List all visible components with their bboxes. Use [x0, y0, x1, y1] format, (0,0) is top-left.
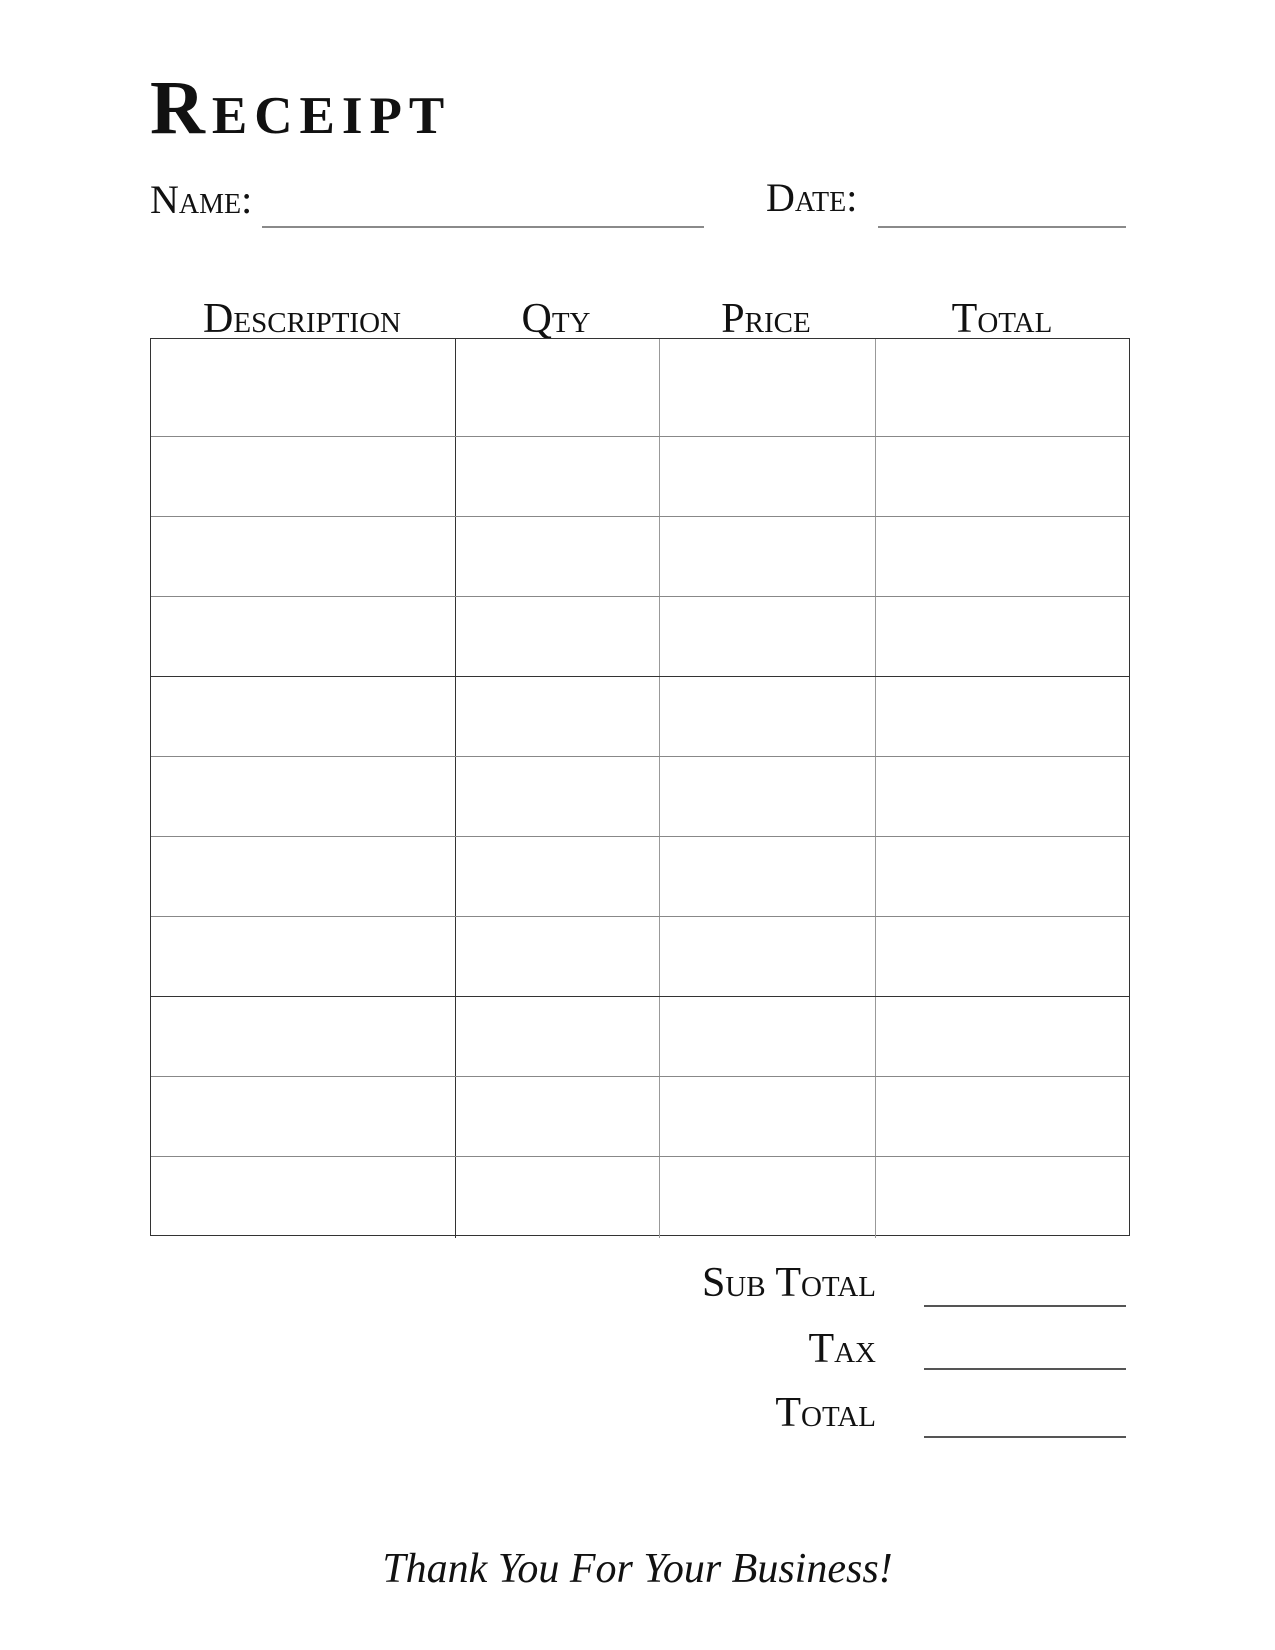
column-header-description: Description	[203, 296, 401, 342]
table-cell-price[interactable]	[659, 339, 876, 436]
table-cell-qty[interactable]	[455, 677, 660, 757]
table-cell-price[interactable]	[659, 1077, 876, 1157]
table-row	[151, 1076, 1129, 1157]
table-cell-qty[interactable]	[455, 597, 660, 677]
subtotal-field[interactable]	[924, 1305, 1126, 1307]
table-row	[151, 836, 1129, 917]
table-cell-qty[interactable]	[455, 517, 660, 597]
table-cell-qty[interactable]	[455, 1157, 660, 1238]
table-cell-total[interactable]	[875, 837, 1132, 917]
table-cell-price[interactable]	[659, 597, 876, 677]
name-label: Name:	[150, 177, 253, 222]
table-row	[151, 339, 1129, 436]
table-cell-total[interactable]	[875, 1157, 1132, 1238]
table-cell-total[interactable]	[875, 517, 1132, 597]
table-cell-total[interactable]	[875, 339, 1132, 436]
table-cell-total[interactable]	[875, 677, 1132, 757]
receipt-title: Receipt	[150, 66, 452, 150]
table-cell-total[interactable]	[875, 437, 1132, 517]
line-items-table	[150, 338, 1130, 1236]
name-field[interactable]	[262, 226, 704, 228]
table-cell-total[interactable]	[875, 757, 1132, 837]
table-cell-description[interactable]	[151, 917, 455, 997]
total-field[interactable]	[924, 1436, 1126, 1438]
table-cell-qty[interactable]	[455, 757, 660, 837]
table-cell-description[interactable]	[151, 597, 455, 677]
table-cell-description[interactable]	[151, 757, 455, 837]
table-cell-qty[interactable]	[455, 917, 660, 997]
table-row	[151, 436, 1129, 517]
table-cell-price[interactable]	[659, 517, 876, 597]
table-row	[151, 996, 1129, 1077]
table-cell-description[interactable]	[151, 677, 455, 757]
tax-label: Tax	[808, 1326, 876, 1372]
table-cell-price[interactable]	[659, 677, 876, 757]
table-cell-description[interactable]	[151, 517, 455, 597]
table-cell-price[interactable]	[659, 917, 876, 997]
table-cell-description[interactable]	[151, 1077, 455, 1157]
column-header-qty: Qty	[521, 296, 591, 342]
table-cell-price[interactable]	[659, 757, 876, 837]
total-label: Total	[775, 1390, 876, 1436]
thank-you-message: Thank You For Your Business!	[382, 1546, 893, 1592]
table-cell-total[interactable]	[875, 917, 1132, 997]
table-cell-total[interactable]	[875, 597, 1132, 677]
table-row	[151, 596, 1129, 677]
table-cell-qty[interactable]	[455, 997, 660, 1077]
table-cell-description[interactable]	[151, 339, 455, 436]
table-cell-description[interactable]	[151, 437, 455, 517]
table-cell-qty[interactable]	[455, 837, 660, 917]
table-row	[151, 756, 1129, 837]
table-row	[151, 516, 1129, 597]
column-header-total: Total	[951, 296, 1053, 342]
table-row	[151, 916, 1129, 997]
table-cell-price[interactable]	[659, 997, 876, 1077]
table-cell-description[interactable]	[151, 997, 455, 1077]
table-cell-price[interactable]	[659, 1157, 876, 1238]
subtotal-label: Sub Total	[701, 1260, 876, 1306]
table-row	[151, 1156, 1129, 1238]
column-header-price: Price	[721, 296, 811, 342]
table-cell-qty[interactable]	[455, 437, 660, 517]
date-field[interactable]	[878, 226, 1126, 228]
table-cell-price[interactable]	[659, 837, 876, 917]
table-cell-description[interactable]	[151, 1157, 455, 1238]
tax-field[interactable]	[924, 1368, 1126, 1370]
table-cell-total[interactable]	[875, 1077, 1132, 1157]
table-row	[151, 676, 1129, 757]
table-cell-total[interactable]	[875, 997, 1132, 1077]
table-cell-qty[interactable]	[455, 1077, 660, 1157]
table-cell-qty[interactable]	[455, 339, 660, 436]
table-cell-price[interactable]	[659, 437, 876, 517]
date-label: Date:	[766, 175, 858, 220]
table-cell-description[interactable]	[151, 837, 455, 917]
